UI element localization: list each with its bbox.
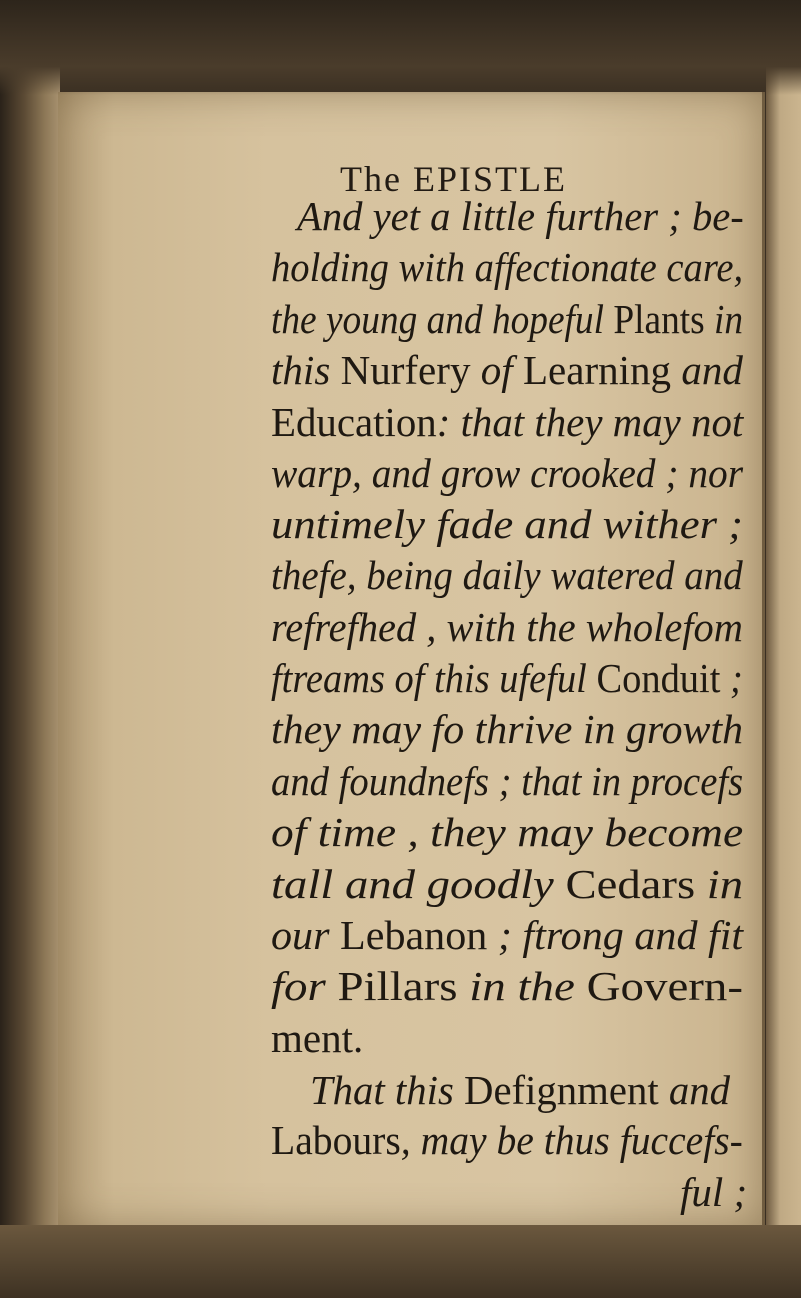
text-span: Education — [271, 399, 437, 445]
bottom-shadow — [0, 1225, 801, 1298]
text-span: , may be thus fuccefs- — [400, 1117, 743, 1163]
text-line — [271, 654, 743, 702]
text-span: ; — [720, 655, 743, 701]
text-span: Nurfery — [340, 347, 471, 393]
text-span: ftreams of this ufeful — [271, 655, 597, 701]
text-span: Pillars — [337, 963, 458, 1009]
text-span: Labours — [271, 1117, 401, 1163]
text-span: and — [658, 1067, 730, 1113]
text-span: and foundnefs ; that in procefs — [271, 758, 744, 804]
adjacent-page — [766, 30, 801, 1298]
text-line — [271, 1116, 743, 1164]
text-line — [271, 295, 743, 343]
text-line — [271, 757, 743, 805]
text-span: Govern- — [586, 963, 744, 1009]
text-span: Plants — [613, 296, 705, 342]
text-span: holding with affectionate care, — [271, 244, 744, 290]
text-span: Learning — [522, 347, 672, 393]
text-line — [680, 1168, 747, 1216]
text-line — [271, 346, 743, 394]
text-line — [271, 551, 743, 599]
text-line — [271, 1014, 363, 1062]
text-span: our — [271, 912, 341, 958]
text-span: for — [271, 963, 338, 1009]
text-span: untimely fade and wither ; — [271, 501, 744, 547]
text-span: refrefhed , with the wholefom — [271, 604, 743, 650]
text-line — [271, 808, 743, 856]
top-shadow — [0, 0, 801, 95]
text-span: they may fo thrive in growth — [271, 706, 744, 752]
text-line — [271, 603, 743, 651]
text-line — [271, 911, 743, 959]
text-span: Lebanon — [340, 912, 488, 958]
text-line — [310, 1066, 730, 1114]
text-line — [271, 860, 743, 908]
text-span: in — [695, 861, 744, 907]
text-span: the young and hopeful — [271, 296, 614, 342]
text-span: of — [470, 347, 523, 393]
text-span: warp, and grow crooked ; nor — [271, 450, 744, 496]
text-line — [271, 398, 743, 446]
text-line — [271, 243, 743, 291]
text-line — [297, 192, 744, 240]
text-line — [271, 962, 743, 1010]
text-span: : that they may not — [436, 399, 744, 445]
text-span: And yet a little further ; be- — [297, 193, 744, 239]
text-line — [271, 705, 743, 753]
text-span: thefe, being daily watered and — [271, 552, 743, 598]
text-span: Defignment — [464, 1067, 659, 1113]
text-span: and — [671, 347, 743, 393]
text-span: ful ; — [680, 1169, 748, 1215]
page-edge — [762, 92, 765, 1227]
text-line — [271, 500, 743, 548]
text-line — [271, 449, 743, 497]
text-span: in — [704, 296, 744, 342]
text-span: in the — [457, 963, 587, 1009]
text-span: ment. — [271, 1015, 364, 1061]
text-span: of time , they may become — [271, 809, 744, 855]
book-binding-edge — [0, 0, 60, 1298]
text-span: this — [271, 347, 341, 393]
text-span: tall and goodly — [271, 861, 566, 907]
running-heading: The EPISTLE — [340, 159, 567, 199]
text-span: Conduit — [596, 655, 721, 701]
text-span: ; ftrong and fit — [487, 912, 744, 958]
text-span: Cedars — [565, 861, 696, 907]
text-span: That this — [310, 1067, 465, 1113]
